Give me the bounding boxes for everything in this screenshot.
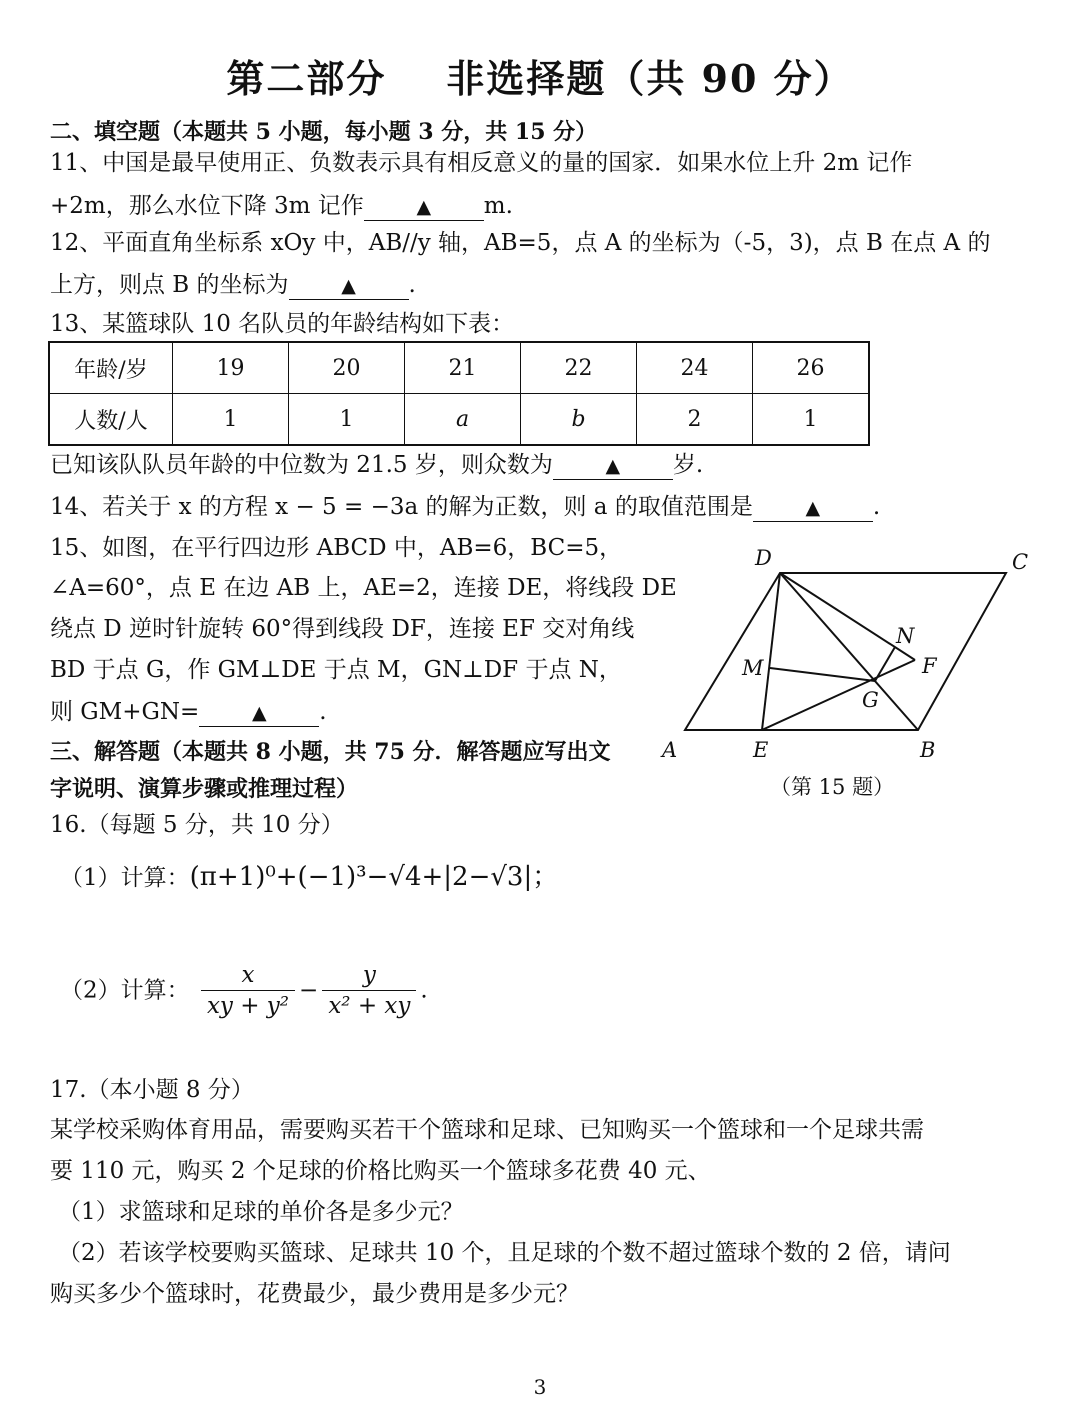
blank-mark-icon: ▲ <box>341 275 356 297</box>
q17-part2-line2: 购买多少个篮球时，花费最少，最少费用是多少元？ <box>50 1281 579 1307</box>
q14-text: 14、若关于 x 的方程 x − 5 = −3a 的解为正数，则 a 的取值范围是 <box>50 494 753 520</box>
table-cell: 20 <box>289 342 405 394</box>
diagonal-bd <box>780 573 918 730</box>
blank-mark-icon: ▲ <box>605 455 621 477</box>
page-number: 3 <box>533 1375 547 1399</box>
q17-line1: 某学校采购体育用品，需要购买若干个篮球和足球、已知购买一个篮球和一个足球共需 <box>50 1117 924 1143</box>
q16-p1-formula: (π+1)⁰+(−1)³−√4+|2−√3|； <box>189 862 559 892</box>
q15-line5-text: 则 GM+GN= <box>50 699 200 725</box>
table-cell: 1 <box>289 394 405 446</box>
title-part: 第二部分 <box>226 56 387 101</box>
q15-line1: 15、如图，在平行四边形 ABCD 中，AB=6，BC=5， <box>50 535 623 561</box>
label-a: A <box>662 738 678 762</box>
table-header-age: 年龄/岁 <box>49 342 173 394</box>
q12-answer-blank[interactable] <box>289 273 409 300</box>
q15-line5 <box>50 697 327 727</box>
q11-line2 <box>50 191 513 221</box>
parallelogram-figure <box>650 535 1050 775</box>
q11-line1: 11、中国是最早使用正、负数表示具有相反意义的量的国家．如果水位上升 2m 记作 <box>50 150 913 176</box>
q14-end: . <box>872 494 881 520</box>
q11-answer-blank[interactable] <box>364 194 484 221</box>
table-cell: 26 <box>753 342 870 394</box>
q15-line2: ∠A=60°，点 E 在边 AB 上，AE=2，连接 DE，将线段 DE <box>50 575 677 601</box>
table-cell: 24 <box>637 342 753 394</box>
q16-p2-end: . <box>420 977 428 1004</box>
label-c: C <box>1012 550 1029 574</box>
label-b: B <box>920 738 936 762</box>
q14-answer-blank[interactable] <box>753 495 873 522</box>
label-f: F <box>922 654 937 678</box>
fraction-2-numerator: y <box>322 960 416 991</box>
q13-intro: 13、某篮球队 10 名队员的年龄结构如下表： <box>50 311 515 337</box>
label-e: E <box>753 738 769 762</box>
section3-heading-line1: 三、解答题（本题共 8 小题，共 75 分．解答题应写出文 <box>50 739 611 765</box>
label-n: N <box>896 624 915 648</box>
fraction-2 <box>322 960 416 1021</box>
fraction-1-numerator: x <box>201 960 295 991</box>
title-name: 非选择题（共 90 分） <box>446 56 854 101</box>
blank-mark-icon: ▲ <box>251 702 267 724</box>
q15-line3: 绕点 D 逆时针旋转 60°得到线段 DF，连接 EF 交对角线 <box>50 616 635 642</box>
q11-unit: m. <box>483 193 513 219</box>
fraction-1-denominator: xy + y² <box>206 993 290 1019</box>
table-cell: 2 <box>637 394 753 446</box>
q15-end: . <box>319 699 327 725</box>
q17-head: 17.（本小题 8 分） <box>50 1077 254 1103</box>
minus-sign: − <box>299 977 319 1004</box>
q17-part2-line1: （2）若该学校要购买篮球、足球共 10 个，且足球的个数不超过篮球个数的 2 倍，请问 <box>58 1240 951 1266</box>
q17-line2: 要 110 元，购买 2 个足球的价格比购买一个篮球多花费 40 元、 <box>50 1158 711 1184</box>
q16-part1 <box>60 862 558 893</box>
fraction-2-denominator: x² + xy <box>328 993 411 1019</box>
q16-head: 16.（每题 5 分，共 10 分） <box>50 812 344 838</box>
table-cell: 1 <box>753 394 870 446</box>
q13-after-text: 已知该队队员年龄的中位数为 21.5 岁，则众数为 <box>50 452 553 478</box>
q11-line2-text: +2m，那么水位下降 3m 记作 <box>50 193 364 219</box>
age-table <box>48 341 870 446</box>
q12-line2 <box>50 270 416 300</box>
section3-heading-line2: 字说明、演算步骤或推理过程） <box>50 776 359 802</box>
table-cell: a <box>405 394 521 446</box>
q16-p2-label: （2）计算： <box>60 977 190 1004</box>
q12-line2-text: 上方，则点 B 的坐标为 <box>50 272 289 298</box>
table-header-count: 人数/人 <box>49 394 173 446</box>
label-m: M <box>742 656 764 680</box>
q12-line1: 12、平面直角坐标系 xOy 中，AB//y 轴，AB=5，点 A 的坐标为（-5，3)，点 B 在点 A 的 <box>50 230 991 256</box>
page-title <box>0 48 1080 103</box>
table-cell: 21 <box>405 342 521 394</box>
table-row <box>49 342 869 394</box>
parallelogram-abcd <box>685 573 1006 730</box>
table-cell: 22 <box>521 342 637 394</box>
q13-answer-blank[interactable] <box>553 453 673 480</box>
table-cell: 1 <box>173 394 289 446</box>
table-cell: b <box>521 394 637 446</box>
table-row <box>49 394 869 446</box>
q13-after <box>50 450 703 480</box>
segment-gn <box>875 647 895 681</box>
blank-mark-icon: ▲ <box>416 196 432 218</box>
q16-part2 <box>60 960 428 1021</box>
q14-line <box>50 492 880 522</box>
q13-unit: 岁. <box>672 452 704 478</box>
q16-p1-label: （1）计算： <box>60 865 190 891</box>
label-d: D <box>755 546 772 570</box>
blank-mark-icon: ▲ <box>805 497 821 519</box>
q17-part1: （1）求篮球和足球的单价各是多少元？ <box>58 1199 464 1225</box>
q15-line4: BD 于点 G，作 GM⊥DE 于点 M，GN⊥DF 于点 N， <box>50 657 622 683</box>
q12-end: . <box>408 272 416 298</box>
figure-caption: （第 15 题） <box>770 775 895 799</box>
table-cell: 19 <box>173 342 289 394</box>
section2-heading: 二、填空题（本题共 5 小题，每小题 3 分，共 15 分） <box>50 119 598 145</box>
fraction-1 <box>201 960 295 1021</box>
label-g: G <box>862 688 879 712</box>
segment-gm <box>770 668 875 681</box>
q15-answer-blank[interactable] <box>199 700 319 727</box>
